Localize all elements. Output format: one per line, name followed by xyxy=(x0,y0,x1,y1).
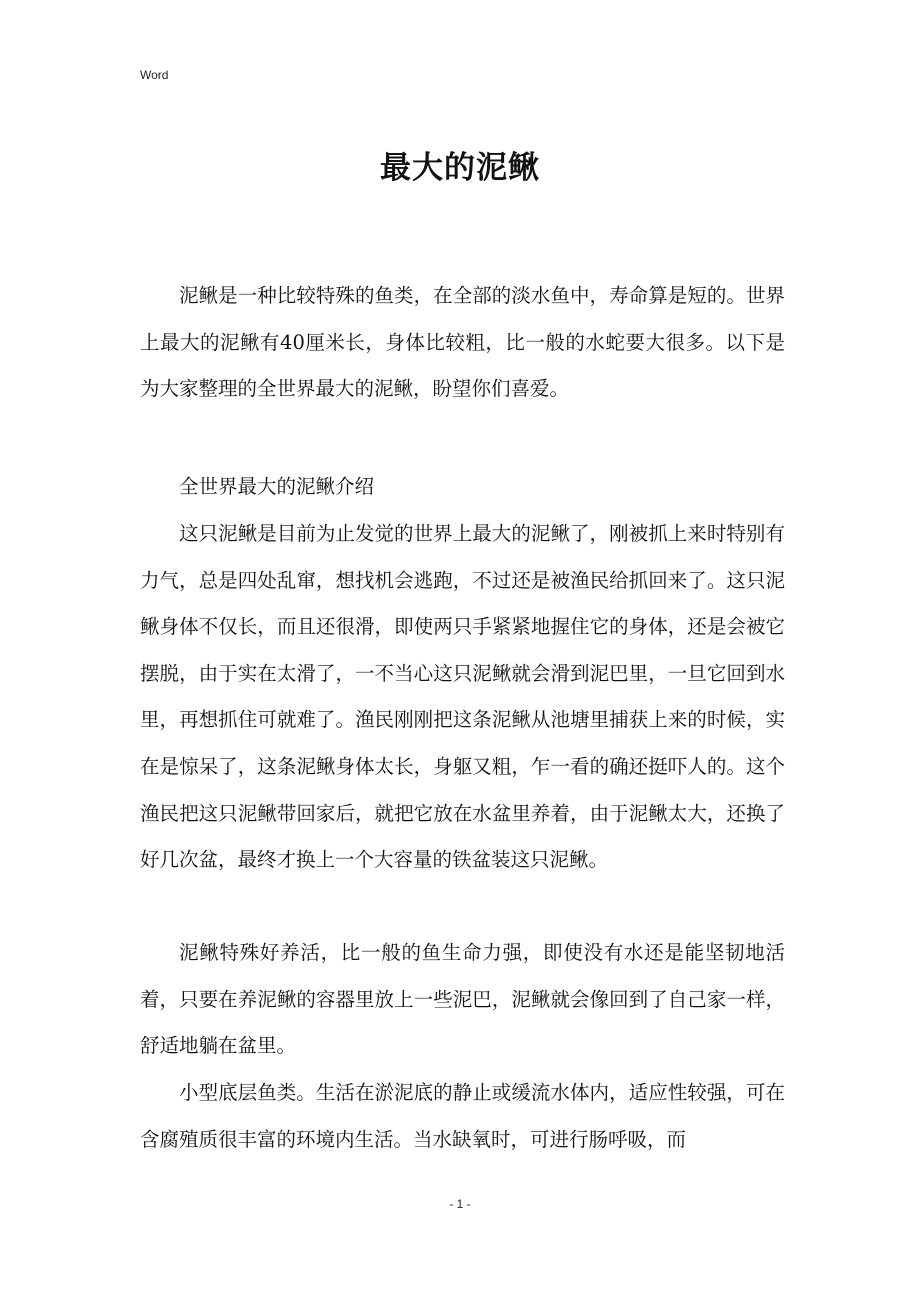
document-title: 最大的泥鳅 xyxy=(380,150,540,186)
page-number: - 1 - xyxy=(449,1197,471,1211)
body-paragraph: 这只泥鳅是目前为止发觉的世界上最大的泥鳅了，刚被抓上来时特别有力气，总是四处乱窜，想找机会逃跑，不过还是被渔民给抓回来了。这只泥鳅身体不仅长，而且还很滑，即使两只手紧紧地握住它的身体，还是会被它摆脱，由于实在太滑了，一不当心这只泥鳅就会滑到泥巴里，一旦它回到水里，再想抓住可就难了。渔民刚刚把这条泥鳅从池塘里捕获上来的时候，实在是惊呆了，这条泥鳅身体太长，身躯又粗，乍一看的确还挺吓人的。这个渔民把这只泥鳅带回家后，就把它放在水盆里养着，由于泥鳅太大，还换了好几次盆，最终才换上一个大容量的铁盆装这只泥鳅。 xyxy=(140,522,785,872)
body-paragraph: 泥鳅特殊好养活，比一般的鱼生命力强，即使没有水还是能坚韧地活着，只要在养泥鳅的容器里放上一些泥巴，泥鳅就会像回到了自己家一样，舒适地躺在盆里。 xyxy=(140,941,785,1058)
header-label: Word xyxy=(140,68,169,82)
section-heading: 全世界最大的泥鳅介绍 xyxy=(179,475,375,498)
intro-paragraph: 泥鳅是一种比较特殊的鱼类，在全部的淡水鱼中，寿命算是短的。世界上最大的泥鳅有40厘米长，身体比较粗，比一般的水蛇要大很多。以下是为大家整理的全世界最大的泥鳅，盼望你们喜爱。 xyxy=(140,284,785,401)
body-paragraph: 小型底层鱼类。生活在淤泥底的静止或缓流水体内，适应性较强，可在含腐殖质很丰富的环境内生活。当水缺氧时，可进行肠呼吸，而 xyxy=(140,1081,785,1151)
